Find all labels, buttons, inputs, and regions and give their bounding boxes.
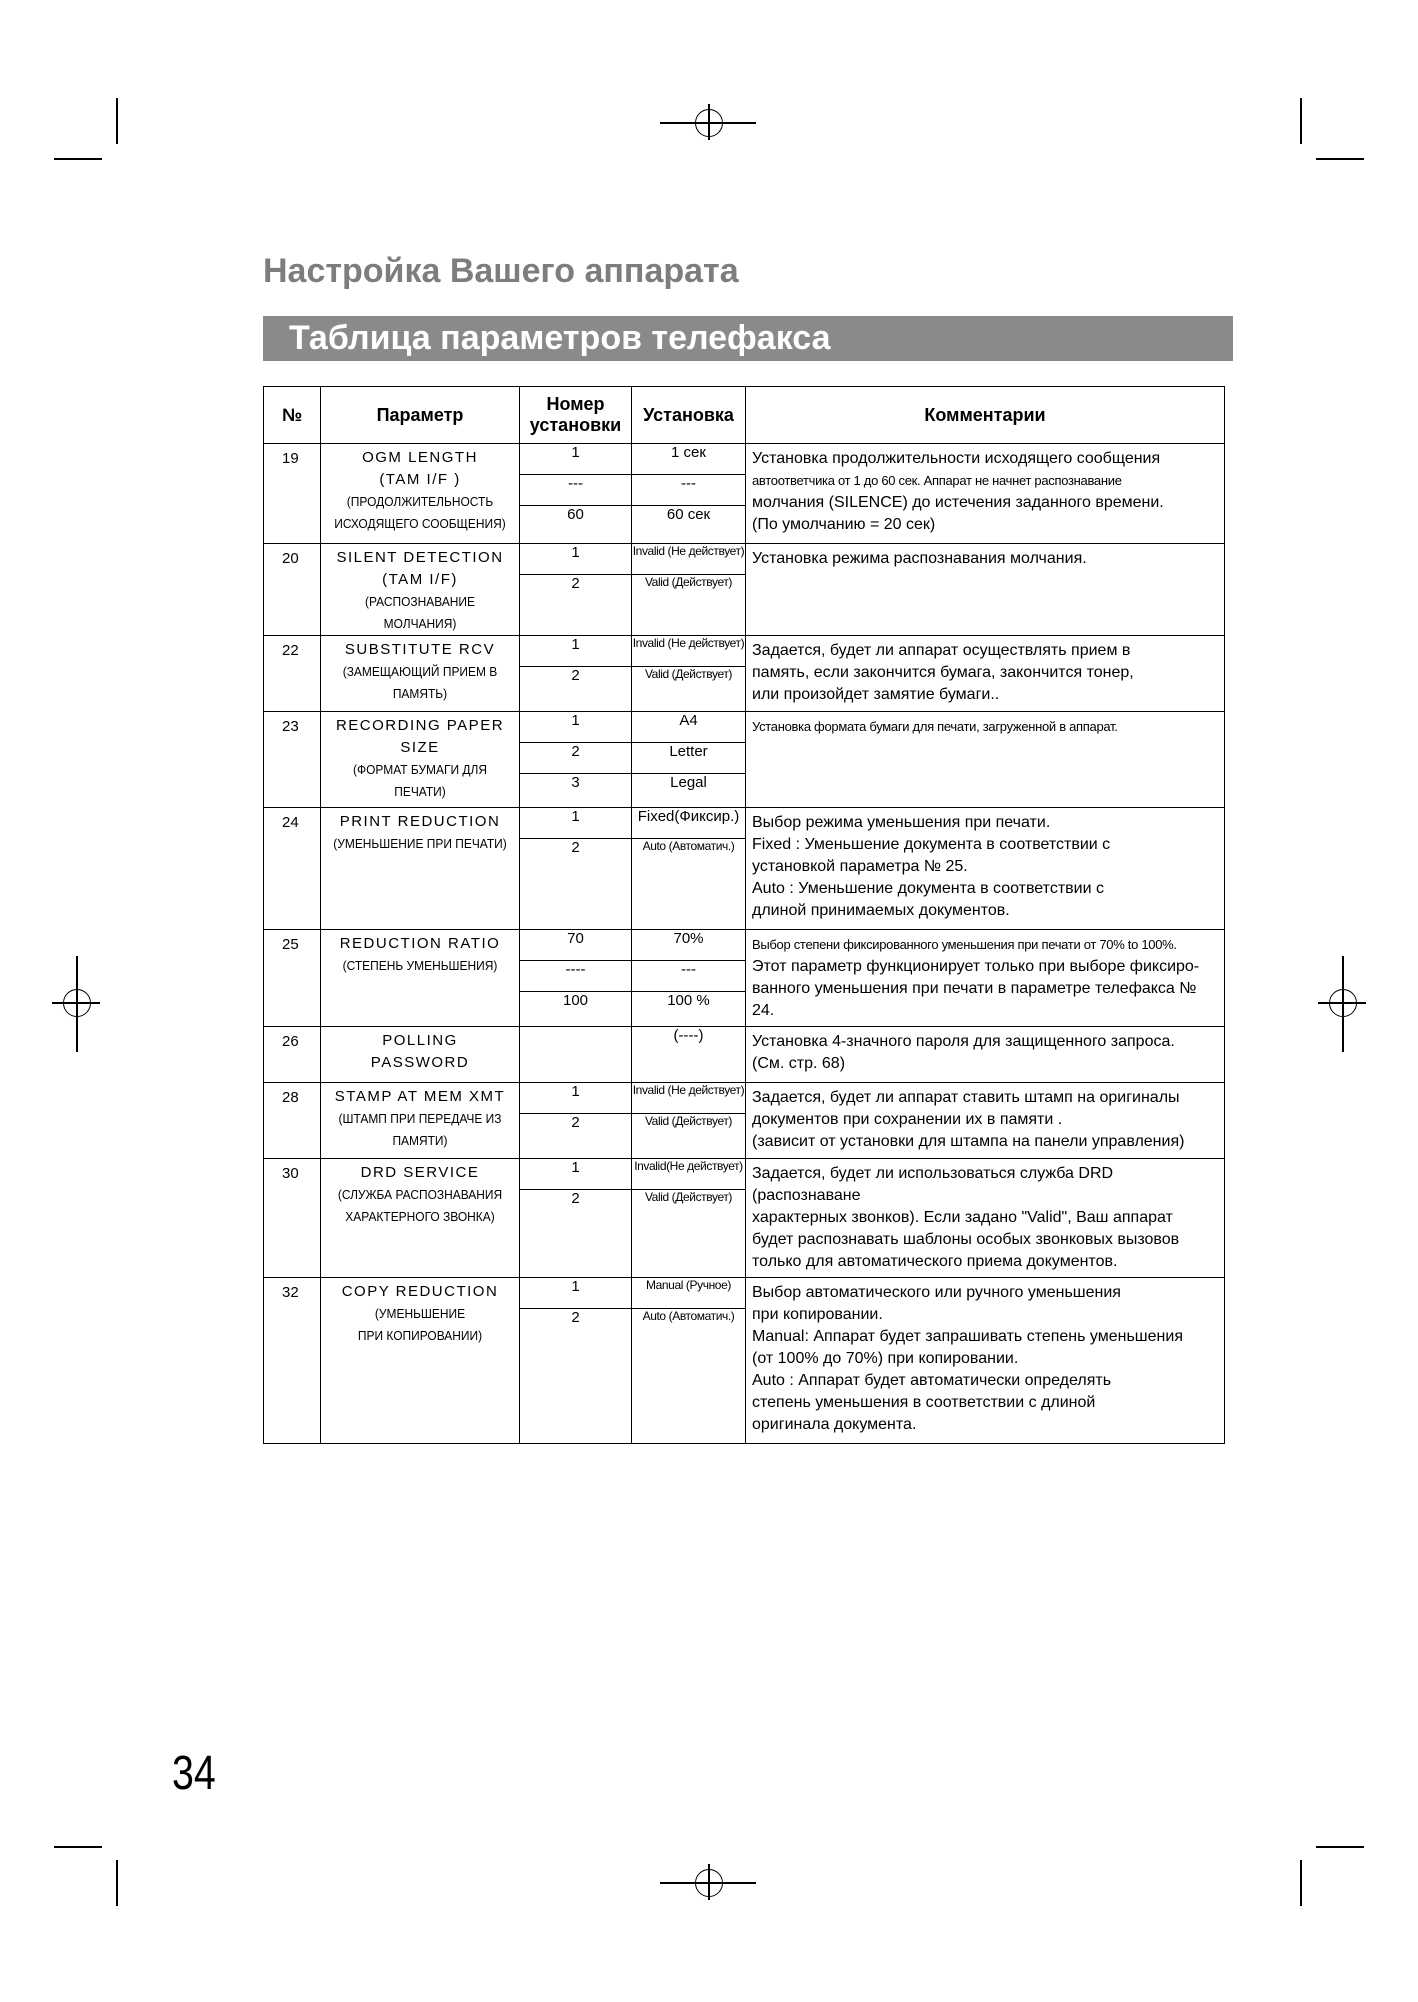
option-row [632,774,745,805]
option-row [632,506,745,537]
setting-number: 2 [571,839,580,856]
param-name-en: POLLING [382,1032,458,1049]
comment-line: Выбор режима уменьшения при печати. [752,814,1051,831]
setting-value: --- [632,961,745,992]
param-comment [746,636,1225,712]
comment-line: или произойдет замятие бумаги.. [752,686,1000,703]
setting-value-cell [632,808,746,930]
param-comment [746,1159,1225,1278]
comment-line: (от 100% до 70%) при копировании. [752,1350,1019,1367]
param-name-en: (TAM I/F) [382,571,458,588]
page-number: 34 [172,1747,216,1800]
comment-line: Задается, будет ли аппарат ставить штамп на оригиналы [752,1089,1180,1106]
comment-line: будет распознавать шаблоны особых звонковых вызовов [752,1231,1180,1248]
table-row [264,1278,1225,1444]
param-name [321,444,520,544]
comment-line: (зависит от установки для штампа на панели управления) [752,1133,1185,1150]
param-comment [746,1027,1225,1083]
header-param: Параметр [321,387,520,444]
option-row [520,575,631,606]
header-setting-num: Номер установки [520,387,632,444]
option-row [520,774,631,805]
comment-line: автоответчика от 1 до 60 сек. Аппарат не начнет распознавание [752,473,1122,488]
setting-number: 2 [571,575,580,592]
setting-value-list [632,712,745,804]
table-row [264,712,1225,808]
crop-mark [116,98,118,144]
param-name [321,636,520,712]
registration-circle-icon [695,109,723,137]
option-row [632,930,745,961]
setting-number: 1 [520,544,631,575]
option-row [520,506,631,537]
comment-line: Manual: Аппарат будет запрашивать степень уменьшения [752,1328,1183,1345]
setting-value-list [632,1027,745,1057]
option-row [520,1083,631,1114]
setting-number: 100 [562,992,589,1009]
header-num: № [264,387,321,444]
setting-number: 1 [520,444,631,475]
table-title: Таблица параметров телефакса [289,319,831,357]
comment-line: Установка продолжительности исходящего сообщения [752,450,1161,467]
param-name-ru: (СЛУЖБА РАСПОЗНАВАНИЯ [337,1187,503,1202]
registration-circle-icon [63,989,91,1017]
table-row [264,1083,1225,1159]
param-name-ru: (РАСПОЗНАВАНИЕ МОЛЧАНИЯ) [364,594,476,631]
setting-number: 1 [520,808,631,839]
setting-value: Auto (Автоматич.) [642,1309,735,1323]
comment-line: только для автоматического приема документов. [752,1253,1118,1270]
setting-number [520,1027,631,1057]
table-row [264,1027,1225,1083]
option-row [520,992,631,1023]
setting-value: Invalid(Не действует) [632,1159,745,1190]
setting-number-cell [520,712,632,808]
comment-line: молчания (SILENCE) до истечения заданного времени. [752,494,1164,511]
param-name [321,1278,520,1444]
table-title-bar [263,316,1233,361]
param-name-en: SILENT DETECTION [336,549,504,566]
comment-line: Выбор автоматического или ручного уменьшения [752,1284,1121,1301]
crop-mark [1316,158,1364,160]
param-comment [746,808,1225,930]
setting-value: --- [632,475,745,506]
option-row [520,1027,631,1057]
option-row [632,636,745,667]
comment-line: Установка режима распознавания молчания. [752,550,1087,567]
setting-value: 1 сек [632,444,745,475]
comment-line: документов при сохранении их в памяти . [752,1111,1063,1128]
param-name [321,544,520,636]
param-name-en: (TAM I/F ) [379,471,461,488]
option-row [520,544,631,575]
comment-line: Установка 4-значного пароля для защищенного запроса. [752,1033,1175,1050]
crop-mark [1316,1846,1364,1848]
setting-number-cell [520,636,632,712]
setting-number-cell [520,808,632,930]
registration-circle-icon [695,1869,723,1897]
setting-value: A4 [632,712,745,743]
param-number: 20 [264,544,321,636]
table-row [264,636,1225,712]
param-name-en: REDUCTION RATIO [339,935,501,952]
setting-number-list [520,1159,631,1220]
comment-line: Выбор степени фиксированного уменьшения при печати от 70% to 100%. [752,937,1177,952]
crop-mark [54,1846,102,1848]
setting-number-cell [520,544,632,636]
fax-parameters-table [263,386,1225,1444]
setting-number-cell [520,1159,632,1278]
param-comment [746,444,1225,544]
option-row [520,839,631,870]
param-name-ru: (ШТАМП ПРИ ПЕРЕДАЧЕ ИЗ ПАМЯТИ) [338,1111,502,1148]
setting-value-list [632,1278,745,1339]
param-name-en: PASSWORD [370,1054,470,1071]
option-row [632,544,745,575]
comment-line: оригинала документа. [752,1416,917,1433]
option-row [520,1190,631,1221]
option-row [632,1114,745,1145]
param-name-en: DRD SERVICE [360,1164,480,1181]
option-row [632,839,745,870]
setting-number: 2 [520,743,631,774]
setting-number: 1 [520,1278,631,1309]
setting-number-list [520,444,631,536]
option-row [520,1159,631,1190]
param-name-ru: (УМЕНЬШЕНИЕ [374,1306,466,1321]
param-name-ru: (ФОРМАТ БУМАГИ ДЛЯ ПЕЧАТИ) [353,762,487,799]
setting-value: Letter [632,743,745,774]
setting-value-list [632,808,745,869]
header-setting: Установка [632,387,746,444]
setting-value: Invalid (Не действует) [632,544,745,575]
setting-number-list [520,544,631,605]
comment-line: Fixed : Уменьшение документа в соответствии с [752,836,1111,853]
param-name-en: OGM LENGTH [362,449,478,466]
option-row [520,1278,631,1309]
setting-number-list [520,930,631,1022]
table-row [264,808,1225,930]
setting-number: 2 [571,1309,580,1326]
comment-line: Этот параметр функционирует только при выборе фиксиро- [752,958,1200,975]
setting-value: Valid (Действует) [644,1190,733,1204]
option-row [632,1309,745,1340]
setting-number: 1 [520,712,631,743]
comment-line: память, если закончится бумага, закончится тонер, [752,664,1134,681]
setting-value-cell [632,544,746,636]
crop-mark [1300,1860,1302,1906]
option-row [632,992,745,1023]
setting-value-list [632,444,745,536]
setting-value-list [632,1159,745,1220]
setting-value-cell [632,1159,746,1278]
option-row [520,1114,631,1145]
param-comment [746,930,1225,1027]
option-row [632,667,745,698]
setting-number: 1 [520,1083,631,1114]
param-name [321,712,520,808]
param-name [321,808,520,930]
param-comment [746,1083,1225,1159]
setting-value: Manual (Ручное) [632,1278,745,1309]
crop-mark [1300,98,1302,144]
option-row [520,808,631,839]
option-row [632,1083,745,1114]
param-comment [746,544,1225,636]
param-number: 26 [264,1027,321,1083]
table-row [264,930,1225,1027]
param-name-en: SUBSTITUTE RCV [344,641,496,658]
setting-value-cell [632,636,746,712]
param-name-en: PRINT REDUCTION [339,813,501,830]
table-row [264,544,1225,636]
table-row [264,1159,1225,1278]
param-name-en: SIZE [400,739,440,756]
comment-line: при копировании. [752,1306,883,1323]
comment-line: характерных звонков). Если задано "Valid", Ваш аппарат [752,1209,1173,1226]
table-header-row [264,387,1225,444]
option-row [632,961,745,992]
setting-number-list [520,1278,631,1339]
setting-number-list [520,1083,631,1144]
param-comment [746,1278,1225,1444]
param-number: 19 [264,444,321,544]
param-name-ru: (УМЕНЬШЕНИЕ ПРИ ПЕЧАТИ) [333,836,507,851]
setting-number-cell [520,930,632,1027]
setting-value-cell [632,1083,746,1159]
param-name-ru: (ПРОДОЛЖИТЕЛЬНОСТЬ [346,494,494,509]
comment-line: Установка формата бумаги для печати, загруженной в аппарат. [752,719,1118,734]
setting-number: 60 [567,506,584,523]
setting-value-cell [632,1027,746,1083]
option-row [632,1278,745,1309]
setting-value: 60 сек [666,506,711,523]
setting-value: Legal [670,774,707,791]
option-row [632,1027,745,1057]
option-row [520,667,631,698]
setting-number: --- [520,475,631,506]
crop-mark [116,1860,118,1906]
comment-line: длиной принимаемых документов. [752,902,1010,919]
param-name [321,1159,520,1278]
setting-value: Invalid (Не действует) [632,1083,745,1114]
setting-value-cell [632,930,746,1027]
setting-value: Fixed(Фиксир.) [632,808,745,839]
option-row [520,475,631,506]
setting-number-list [520,1027,631,1057]
option-row [520,743,631,774]
param-number: 25 [264,930,321,1027]
setting-value-cell [632,712,746,808]
option-row [632,475,745,506]
setting-value: 70% [632,930,745,961]
comment-line: (По умолчанию = 20 сек) [752,516,936,533]
setting-value-list [632,636,745,697]
option-row [520,1309,631,1340]
section-title: Настройка Вашего аппарата [263,252,739,290]
table-row [264,444,1225,544]
setting-value: Invalid (Не действует) [632,636,745,667]
param-name [321,1083,520,1159]
param-number: 23 [264,712,321,808]
param-number: 32 [264,1278,321,1444]
param-name-ru: ХАРАКТЕРНОГО ЗВОНКА) [345,1209,495,1224]
comment-line: установкой параметра № 25. [752,858,968,875]
comment-line: Auto : Аппарат будет автоматически определять [752,1372,1112,1389]
setting-number-cell [520,444,632,544]
comment-line: Задается, будет ли использоваться служба DRD (распознаване [752,1165,1114,1204]
param-number: 30 [264,1159,321,1278]
option-row [520,961,631,992]
param-name-ru: (СТЕПЕНЬ УМЕНЬШЕНИЯ) [342,958,498,973]
param-name-en: RECORDING PAPER [335,717,505,734]
setting-number: 1 [520,1159,631,1190]
setting-number-list [520,712,631,804]
setting-number-cell [520,1083,632,1159]
crop-mark [54,158,102,160]
setting-number: 2 [571,667,580,684]
param-name [321,930,520,1027]
setting-value-list [632,930,745,1022]
option-row [632,808,745,839]
param-number: 28 [264,1083,321,1159]
header-comments: Комментарии [746,387,1225,444]
option-row [632,743,745,774]
setting-value-list [632,544,745,605]
param-number: 24 [264,808,321,930]
option-row [520,930,631,961]
option-row [520,712,631,743]
option-row [520,636,631,667]
param-name-en: COPY REDUCTION [341,1283,499,1300]
option-row [520,444,631,475]
param-name-ru: (ЗАМЕЩАЮЩИЙ ПРИЕМ В ПАМЯТЬ) [342,664,498,701]
setting-number: ---- [520,961,631,992]
param-comment [746,712,1225,808]
param-name-ru: ПРИ КОПИРОВАНИИ) [357,1328,483,1343]
option-row [632,1190,745,1221]
option-row [632,712,745,743]
setting-number-list [520,636,631,697]
param-name [321,1027,520,1083]
setting-value: 100 % [667,992,710,1009]
comment-line: степень уменьшения в соответствии с длиной [752,1394,1096,1411]
setting-number: 70 [520,930,631,961]
option-row [632,444,745,475]
setting-number-cell [520,1027,632,1083]
comment-line: (См. стр. 68) [752,1055,846,1072]
setting-value: Valid (Действует) [644,575,733,589]
setting-number: 1 [520,636,631,667]
setting-value-list [632,1083,745,1144]
setting-value: (----) [673,1027,704,1044]
registration-circle-icon [1329,989,1357,1017]
comment-line: ванного уменьшения при печати в параметре телефакса № 24. [752,980,1197,1019]
param-name-en: STAMP AT MEM XMT [334,1088,506,1105]
setting-number: 2 [571,1114,580,1131]
setting-number-list [520,808,631,869]
comment-line: Auto : Уменьшение документа в соответствии с [752,880,1104,897]
option-row [632,575,745,606]
param-name-ru: ИСХОДЯЩЕГО СООБЩЕНИЯ) [334,516,506,531]
comment-line: Задается, будет ли аппарат осуществлять прием в [752,642,1131,659]
setting-value-cell [632,1278,746,1444]
setting-number: 3 [571,774,580,791]
setting-value-cell [632,444,746,544]
setting-value: Valid (Действует) [644,667,733,681]
setting-number-cell [520,1278,632,1444]
param-number: 22 [264,636,321,712]
option-row [632,1159,745,1190]
setting-value: Valid (Действует) [644,1114,733,1128]
setting-value: Auto (Автоматич.) [642,839,735,853]
setting-number: 2 [571,1190,580,1207]
